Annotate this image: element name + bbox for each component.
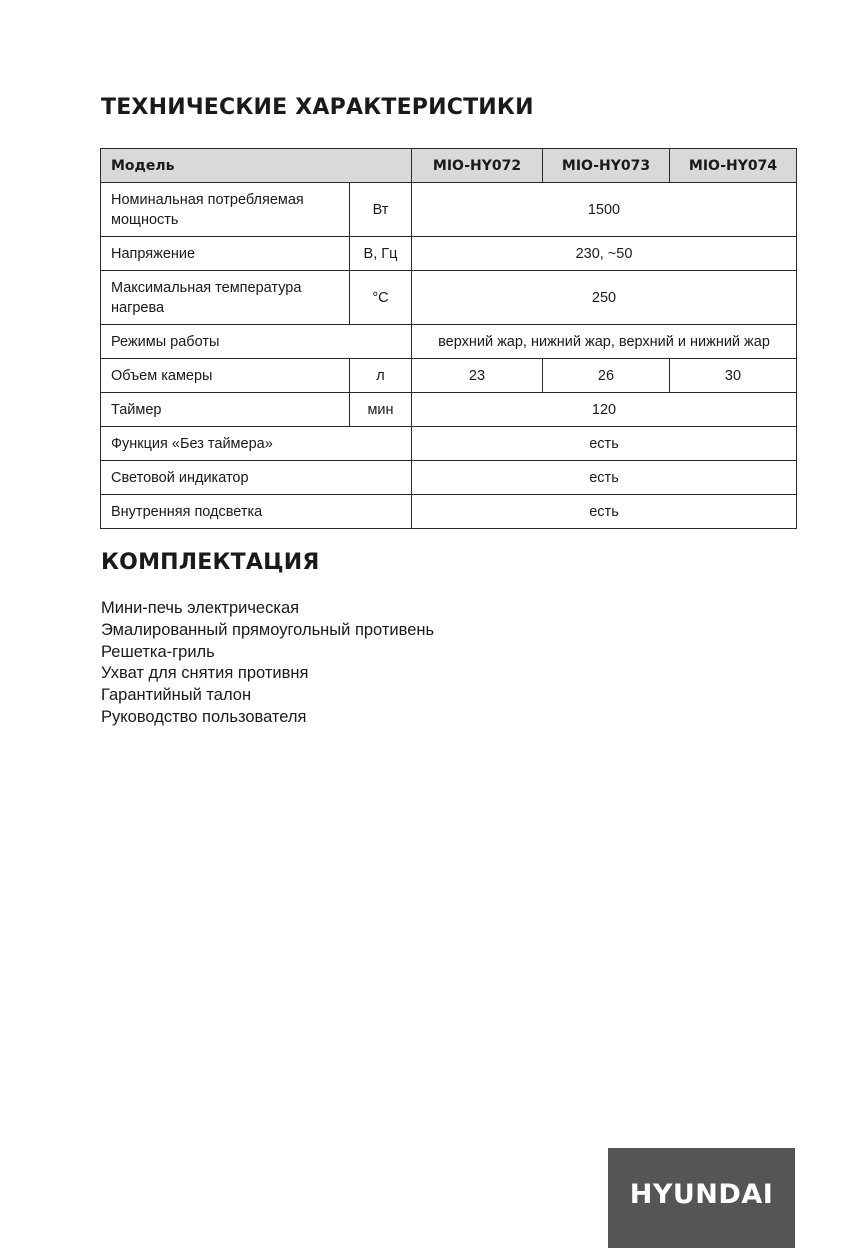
list-item: Руководство пользователя <box>101 707 307 726</box>
param-value: есть <box>412 495 797 529</box>
model-name: MIO-HY074 <box>670 149 797 183</box>
table-row <box>101 237 797 271</box>
table-row <box>101 271 797 325</box>
list-item: Ухват для снятия противня <box>101 664 309 683</box>
param-value: верхний жар, нижний жар, верхний и нижний жар <box>412 325 797 359</box>
table-row <box>101 183 797 237</box>
param-unit: л <box>350 359 412 393</box>
brand-logo <box>608 1148 795 1248</box>
table-row <box>101 359 797 393</box>
param-name: Функция «Без таймера» <box>101 427 412 461</box>
param-name: Внутренняя подсветка <box>101 495 412 529</box>
param-value: 1500 <box>412 183 797 237</box>
param-value: 230, ~50 <box>412 237 797 271</box>
model-label: Модель <box>101 149 412 183</box>
list-item: Мини-печь электрическая <box>101 599 300 617</box>
param-value: есть <box>412 427 797 461</box>
model-name: MIO-HY073 <box>543 149 670 183</box>
param-value: есть <box>412 461 797 495</box>
model-name: MIO-HY072 <box>412 149 543 183</box>
list-item: Гарантийный талон <box>101 686 252 705</box>
param-name: Таймер <box>101 393 350 427</box>
param-name: Напряжение <box>101 237 350 271</box>
param-unit: °С <box>350 271 412 325</box>
table-row <box>101 427 797 461</box>
param-name: Номинальная потребляемая мощность <box>101 183 350 237</box>
list-item: Эмалированный прямоугольный противень <box>101 620 435 639</box>
param-unit: В, Гц <box>350 237 412 271</box>
brand-logo-text: HYUNDAI <box>629 1178 774 1210</box>
param-value: 250 <box>412 271 797 325</box>
specs-title: ТЕХНИЧЕСКИЕ ХАРАКТЕРИСТИКИ <box>101 95 534 120</box>
table-row <box>101 495 797 529</box>
table-header-row <box>101 149 797 183</box>
table-row <box>101 393 797 427</box>
contents-title: КОМПЛЕКТАЦИЯ <box>101 550 320 575</box>
table-row <box>101 461 797 495</box>
param-name: Максимальная температура нагрева <box>101 271 350 325</box>
param-unit: мин <box>350 393 412 427</box>
list-item: Решетка-гриль <box>101 642 215 661</box>
param-name: Объем камеры <box>101 359 350 393</box>
param-value: 26 <box>543 359 670 393</box>
param-unit: Вт <box>350 183 412 237</box>
param-value: 23 <box>412 359 543 393</box>
param-value: 30 <box>670 359 797 393</box>
param-value: 120 <box>412 393 797 427</box>
table-row <box>101 325 797 359</box>
contents-list <box>101 598 434 729</box>
specs-table <box>100 148 797 529</box>
param-name: Режимы работы <box>101 325 412 359</box>
param-name: Световой индикатор <box>101 461 412 495</box>
